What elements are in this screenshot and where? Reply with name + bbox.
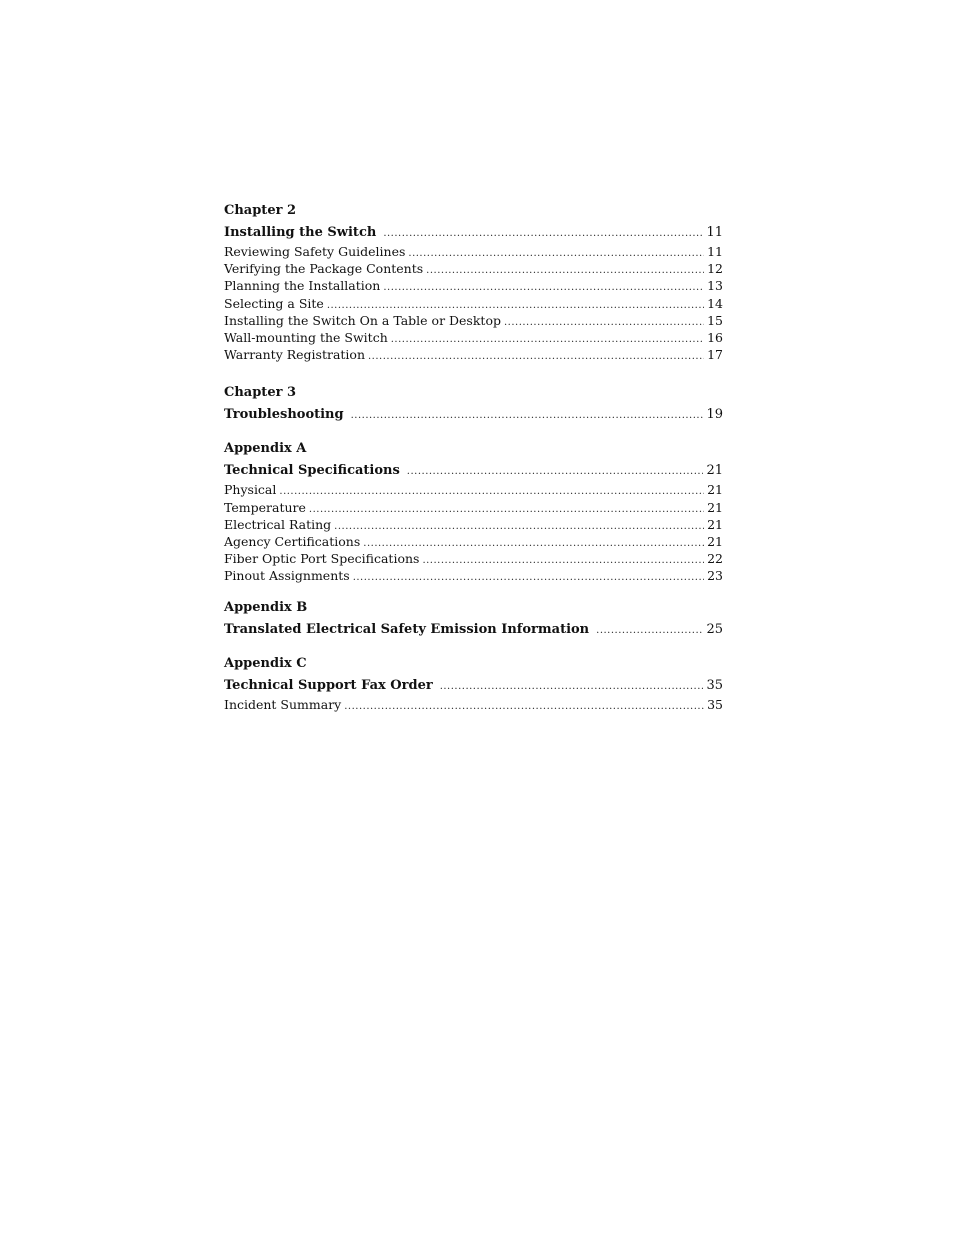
toc-page-number: 21 (706, 463, 723, 479)
toc-page-number: 14 (707, 295, 723, 311)
dot-leader (351, 407, 704, 425)
toc-entry[interactable] (224, 516, 723, 533)
toc-entry[interactable] (224, 533, 723, 550)
toc-heading-row[interactable] (224, 621, 723, 639)
section-spacer (224, 425, 723, 441)
toc-entry-title: Warranty Registration (224, 347, 365, 363)
toc-page-number: 17 (707, 347, 723, 363)
toc-page-number: 23 (707, 568, 723, 584)
dot-leader (504, 314, 704, 331)
toc-page-number: 22 (707, 551, 723, 567)
section-label: Appendix A (224, 441, 307, 457)
toc-page-number: 13 (707, 278, 723, 294)
toc-heading-title: Technical Specifications (224, 463, 400, 479)
toc-entry-title: Fiber Optic Port Specifications (224, 551, 420, 567)
section-label: Chapter 3 (224, 385, 297, 401)
toc-heading-title: Troubleshooting (224, 407, 344, 423)
toc-entry-title: Selecting a Site (224, 295, 324, 311)
toc-page-number: 11 (706, 225, 723, 240)
dot-leader (422, 552, 704, 569)
toc-page-number: 21 (707, 482, 723, 498)
toc-page-number: 11 (707, 244, 723, 259)
toc-heading-row[interactable] (224, 224, 723, 242)
toc-page-number: 15 (707, 312, 723, 328)
toc-section-chapter-3 (224, 385, 723, 424)
dot-leader (279, 483, 704, 500)
toc-heading-title: Installing the Switch (224, 225, 377, 240)
toc-entry[interactable] (224, 481, 723, 498)
toc-entry-title: Verifying the Package Contents (224, 261, 424, 277)
dot-leader (391, 331, 704, 348)
toc-entry[interactable] (224, 260, 723, 277)
toc-page-number: 21 (707, 499, 723, 515)
toc-entry[interactable] (224, 346, 723, 363)
section-label: Appendix C (224, 656, 307, 672)
toc-page-number: 16 (707, 329, 723, 345)
toc-page-number: 35 (707, 697, 723, 713)
toc-entry[interactable] (224, 312, 723, 329)
toc-entry-title: Electrical Rating (224, 516, 332, 532)
toc-entry-title: Wall-mounting the Switch (224, 329, 388, 345)
dot-leader (353, 569, 704, 586)
toc-entry[interactable] (224, 567, 723, 584)
toc-entry[interactable] (224, 696, 723, 713)
toc-page-number: 35 (706, 678, 723, 694)
toc-heading-row[interactable] (224, 462, 723, 480)
section-label: Chapter 2 (224, 203, 297, 218)
toc-entry-title: Agency Certifications (224, 533, 361, 549)
toc-page-number: 12 (707, 261, 723, 277)
toc-entry[interactable] (224, 277, 723, 294)
toc-section-appendix-a (224, 441, 723, 584)
toc-heading-title: Technical Support Fax Order (224, 678, 433, 694)
section-spacer (224, 584, 723, 600)
toc-entry-title: Physical (224, 482, 277, 498)
toc-entry[interactable] (224, 329, 723, 346)
toc-page-number: 19 (706, 407, 723, 423)
toc-entry-title: Pinout Assignments (224, 568, 350, 584)
dot-leader (596, 622, 703, 640)
dot-leader (368, 348, 704, 365)
section-spacer (224, 363, 723, 385)
dot-leader (383, 225, 703, 243)
toc-page-number: 25 (706, 622, 723, 638)
toc-section-appendix-c (224, 656, 723, 713)
toc-entry[interactable] (224, 295, 723, 312)
dot-leader (309, 501, 704, 518)
dot-leader (407, 463, 704, 481)
dot-leader (440, 678, 704, 696)
dot-leader (408, 245, 704, 262)
toc-heading-title: Translated Electrical Safety Emission Information (224, 622, 590, 638)
toc-entry-title: Installing the Switch On a Table or Desktop (224, 312, 501, 328)
toc-entry[interactable] (224, 550, 723, 567)
section-spacer (224, 640, 723, 656)
toc-entry[interactable] (224, 499, 723, 516)
toc-entry[interactable] (224, 243, 723, 260)
dot-leader (344, 698, 704, 715)
toc-page-number: 21 (707, 533, 723, 549)
toc-heading-row[interactable] (224, 677, 723, 695)
section-label: Appendix B (224, 600, 308, 616)
toc-entry-title: Reviewing Safety Guidelines (224, 244, 406, 259)
dot-leader (426, 262, 704, 279)
dot-leader (383, 279, 704, 296)
toc-entry-title: Planning the Installation (224, 278, 381, 294)
toc-page-number: 21 (707, 516, 723, 532)
toc-entry-title: Temperature (224, 499, 306, 515)
toc-heading-row[interactable] (224, 406, 723, 424)
toc-section-chapter-2 (224, 203, 723, 363)
table-of-contents (224, 203, 723, 714)
dot-leader (334, 518, 704, 535)
toc-section-appendix-b (224, 600, 723, 639)
toc-entry-title: Incident Summary (224, 697, 342, 713)
